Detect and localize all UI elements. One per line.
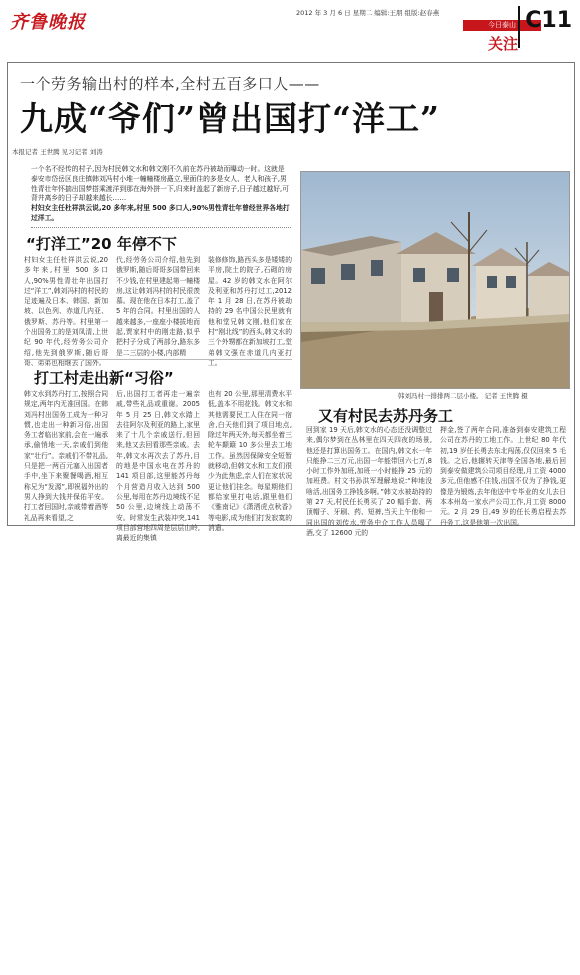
section-column <box>208 255 292 368</box>
section-divider <box>24 359 292 360</box>
section-column <box>24 255 108 368</box>
lead-paragraph: 一个名不经传的村子,因为村民韩文水和韩文刚不久前在苏丹被劫而曝动一时。这就是泰安市岱岳区良庄镇韩刘冯村小堆一幢幢楼房矗立,里面住的多是女人、老人和孩子,男性青壮年怀揣出国梦搭乘渡洋到那在海外拼一下,归来时盖起了新房子,日子越过越好,可背井离乡的日子却越来越长…… <box>31 165 289 203</box>
page-number: C11 <box>518 6 572 48</box>
section-heading: 打工村走出新“习俗” <box>34 369 174 387</box>
issue-dateline: 2012 年 3 月 6 日 星期二 编辑:王朋 组版:赵春燕 <box>296 9 440 17</box>
section-tab: 今日泰山 <box>463 20 541 31</box>
body-text: 代,经劳务公司介绍,他先到俄罗斯,随后哥哥多国带回来不少钱,在村里建起第一幢楼房,这让韩刘冯村的村民很羡慕。现在他在日本打工,盖了 5 年的合同。村里出国的人越来越多,一座座小楼拔地而起,贾家村中的刚走路,似乎把村子分成了两部分,路东多是二三层的小楼,内部精 <box>116 256 200 357</box>
article-lead <box>31 165 291 228</box>
photo-caption: 韩刘冯村一排排两二层小楼。 记者 王世腾 摄 <box>398 392 528 400</box>
body-text: 回到家 19 天后,韩文水的心态还没调整过来,偶尔梦到在丛林里在四天四夜的场景,他还是打算出国务工。在国内,韩文水一年只能挣二三万元,出国一年能带回六七万,8 小时工作外加班,加班一小时能挣 25 元的加班费。村文书孙洪军理解地说:“种地没啥活,出国务工挣钱多啊。”韩文水被劫持的第 27 天,村民任长勇买了 20 幅手套、两顶帽子、牙刷、药、短裤,当天上午他和一同出国的刘传水,劳务中介工作人员喝了酒,交了 12600 元的 <box>306 426 432 537</box>
section-column <box>440 425 566 528</box>
section-column <box>208 389 292 533</box>
body-text: 也有 20 公里,那里清费水平低,盖本不用花钱。韩文水和其他需要民工人住在同一宿舍,白天他们到了项目地点,除过年两天外,每天都坐着三轮车颠簸 10 多公里去工地工作。虽然因保障安全短暂就移动,但韩文水和工友们很少为此焦虑,亲人们在家状况更让他们挂念。每星期他们都给家里打电话,跟里他们《雅南记》《潇洒虎点秋香》等电影,成为他们打发寂寞的消遣。 <box>208 390 292 532</box>
section-heading: 又有村民去苏丹务工 <box>318 407 454 425</box>
section-column <box>306 425 432 538</box>
section-column <box>116 389 200 543</box>
article-headline: 九成“爷们”曾出国打“洋工” <box>20 99 440 138</box>
section-column <box>116 255 200 358</box>
body-text: 村妇女主任杜祥洪云说,20 多年来,村里 500 多口人,90%男性青壮年出国打过“洋工”,韩刘冯村的村民的足迹遍及日本、韩国、新加坡、以色列、赤道几内亚、俄罗斯、苏丹等。村里第一个出国务工的是刘凤清,上世纪 90 年代,经劳务公司介绍,他先到俄罗斯,随后哥哥、弟弟也相继去了国外。 <box>24 256 108 367</box>
body-text: 韩文水到苏丹打工,按照合同规定,两年内无准回国。在韩刘冯村出国务工成为一种习惯,也走出一种新习俗,出国务工者临出家前,会在一遍承承,偷悄地一天,亲戚们到他家“壮行”。亲戚们不带礼品,只是把一两百元塞入出国者手中,坐下来聚餐喝酒,相互称兄为“发源”,即祝福外出的男人挣到大钱并保佑平安。打工者回国时,亲戚带着酒等礼品再来看望,之 <box>24 390 108 522</box>
article-byline: 本报记者 王世腾 见习记者 刘涛 <box>12 148 103 156</box>
article-photo <box>300 171 570 389</box>
lead-quote: 村妇女主任杜祥洪云说,20 多年来,村里 500 多口人,90%男性青壮年曾经世界各地打过洋工。 <box>31 204 290 222</box>
section-column <box>24 389 108 523</box>
body-text: 装修修饰,路西头多是矮矮的平房,院土的院子,石砌的房屋。42 岁的韩文水在阿尔及利亚和苏丹打过工,2012 年 1 月 28 日,在苏丹被劫持的 29 名中国公民里就有他和堂兄韩文刚,他们家在村“刚北线”的西头,韩文水的三个外甥都在新加坡打工,堂弟韩文强在赤道几内亚打工。 <box>208 256 292 367</box>
section-heading: “打洋工”20 年停不下 <box>26 235 177 253</box>
newspaper-logo: 齐鲁晚报 <box>10 12 86 33</box>
village-street-photo <box>301 172 569 388</box>
section-name: 关注 <box>488 35 519 53</box>
body-text: 押金,签了两年合同,准备到泰安建筑工程公司在苏丹的工地工作。上世纪 80 年代初,19 岁任长勇去东北闯荡,仅仅回来 5 毛钱。之后,他辗转天津等全国各地,最后回到泰安做建筑公司项目经理,月工资 4000 多元,但他感不住钱,出国不仅为了挣钱,更像是为锻炼,去年他送中专毕业的女儿去日本本州岛一家水产公司工作,月工资 8000 元。2 月 29 日,49 岁的任长勇启程去苏丹务工,这是他第一次出国。 <box>440 426 566 527</box>
body-text: 后,出国打工者再走一遍亲戚,带些礼品或重谢。2005 年 5 月 25 日,韩文水踏上去往阿尔及利亚的路上,家里来了十几个亲戚送行,但回来,他又去回看那些亲戚。去年,韩文水再次去了苏丹,目的地是中国水电在苏丹的 141 项目部,这里能苏丹每个月营造月收入达到 500 公里,每用在苏丹边境线不足 50 公里,边境线上动荡不安。时常发生武装冲突,141 项目部营地四周是层层山岭,离最近的集镇 <box>116 390 200 543</box>
article-box <box>7 62 575 543</box>
page-masthead <box>8 4 572 52</box>
article-kicker: 一个劳务输出村的样本,全村五百多口人—— <box>20 75 320 93</box>
